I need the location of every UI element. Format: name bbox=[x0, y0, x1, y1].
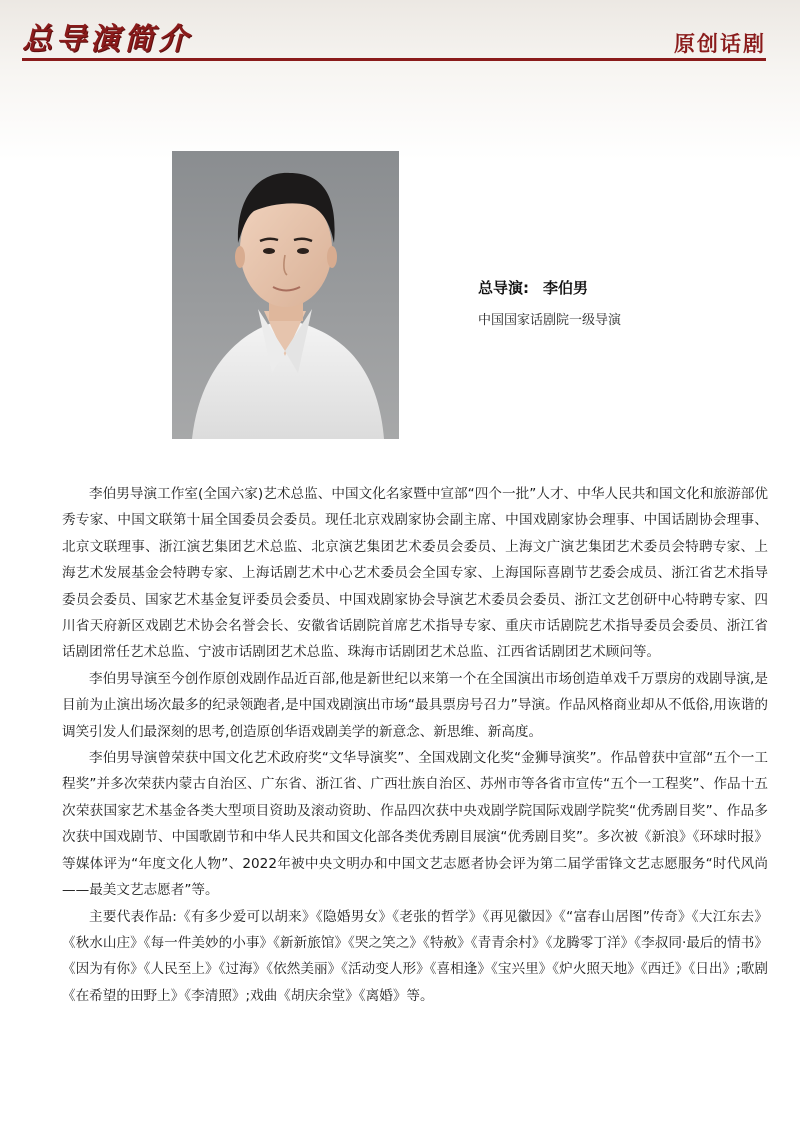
director-profile bbox=[478, 277, 621, 328]
director-portrait bbox=[172, 151, 399, 439]
director-name-line bbox=[478, 277, 621, 298]
director-role: 中国国家话剧院一级导演 bbox=[478, 313, 622, 328]
director-name: 李伯男 bbox=[543, 279, 589, 297]
director-label: 总导演: bbox=[478, 279, 529, 297]
director-portrait-icon bbox=[172, 151, 399, 439]
biography-paragraph: 李伯男导演曾荣获中国文化艺术政府奖“文华导演奖”、全国戏剧文化奖“金狮导演奖”。作品曾获中宣部“五个一工程奖”并多次荣获内蒙古自治区、广东省、浙江省、广西壮族自治区、苏州市等各省市宣传“五个一工程奖”、作品十五次荣获国家艺术基金各类大型项目资助及滚动资助、作品四次获中央戏剧学院国际戏剧学院奖“优秀剧目奖”、作品多次获中国戏剧节、中国歌剧节和中华人民共和国文化部各类优秀剧目展演“优秀剧目奖”。多次被《新浪》《环球时报》等媒体评为“年度文化人物”、2022年被中央文明办和中国文艺志愿者协会评为第二届学雷锋文艺志愿服务“时代风尚——最美文艺志愿者”等。 bbox=[62, 750, 768, 899]
page-title: 总导演简介 bbox=[22, 22, 192, 57]
header-divider bbox=[22, 58, 766, 61]
biography-paragraph: 主要代表作品:《有多少爱可以胡来》《隐婚男女》《老张的哲学》《再见徽因》《“富春山居图”传奇》《大江东去》《秋水山庄》《每一件美妙的小事》《新新旅馆》《哭之笑之》《特赦》《青青余村》《龙腾零丁洋》《李叔同·最后的情书》《因为有你》《人民至上》《过海》《依然美丽》《活动变人形》《喜相逢》《宝兴里》《炉火照天地》《西迁》《日出》;歌剧《在希望的田野上》《李清照》;戏曲《胡庆余堂》《离婚》等。 bbox=[62, 908, 768, 1004]
biography-paragraph: 李伯男导演至今创作原创戏剧作品近百部,他是新世纪以来第一个在全国演出市场创造单戏千万票房的戏剧导演,是目前为止演出场次最多的纪录领跑者,是中国戏剧演出市场“最具票房号召力”导演。作品风格商业却从不低俗,用诙谐的调笑引发人们最深刻的思考,创造原创华语戏剧美学的新意念、新思维、新高度。 bbox=[62, 670, 768, 740]
page-header bbox=[22, 14, 766, 64]
biography-text bbox=[62, 481, 768, 1009]
section-tag: 原创话剧 bbox=[674, 32, 766, 56]
biography-paragraph: 李伯男导演工作室(全国六家)艺术总监、中国文化名家暨中宣部“四个一批”人才、中华人民共和国文化和旅游部优秀专家、中国文联第十届全国委员会委员。现任北京戏剧家协会副主席、中国戏剧家协会理事、中国话剧协会理事、北京文联理事、浙江演艺集团艺术总监、北京演艺集团艺术委员会委员、上海文广演艺集团艺术委员会特聘专家、上海艺术发展基金会特聘专家、上海话剧艺术中心艺术委员会全国专家、上海国际喜剧节艺委会成员、浙江省艺术指导委员会委员、国家艺术基金复评委员会委员、中国戏剧家协会导演艺术委员会委员、浙江文艺创研中心特聘专家、四川省天府新区戏剧艺术协会名誉会长、安徽省话剧院首席艺术指导专家、重庆市话剧院艺术指导委员会委员、浙江省话剧团常任艺术总监、宁波市话剧团艺术总监、珠海市话剧团艺术总监、江西省话剧团艺术顾问等。 bbox=[62, 486, 768, 661]
